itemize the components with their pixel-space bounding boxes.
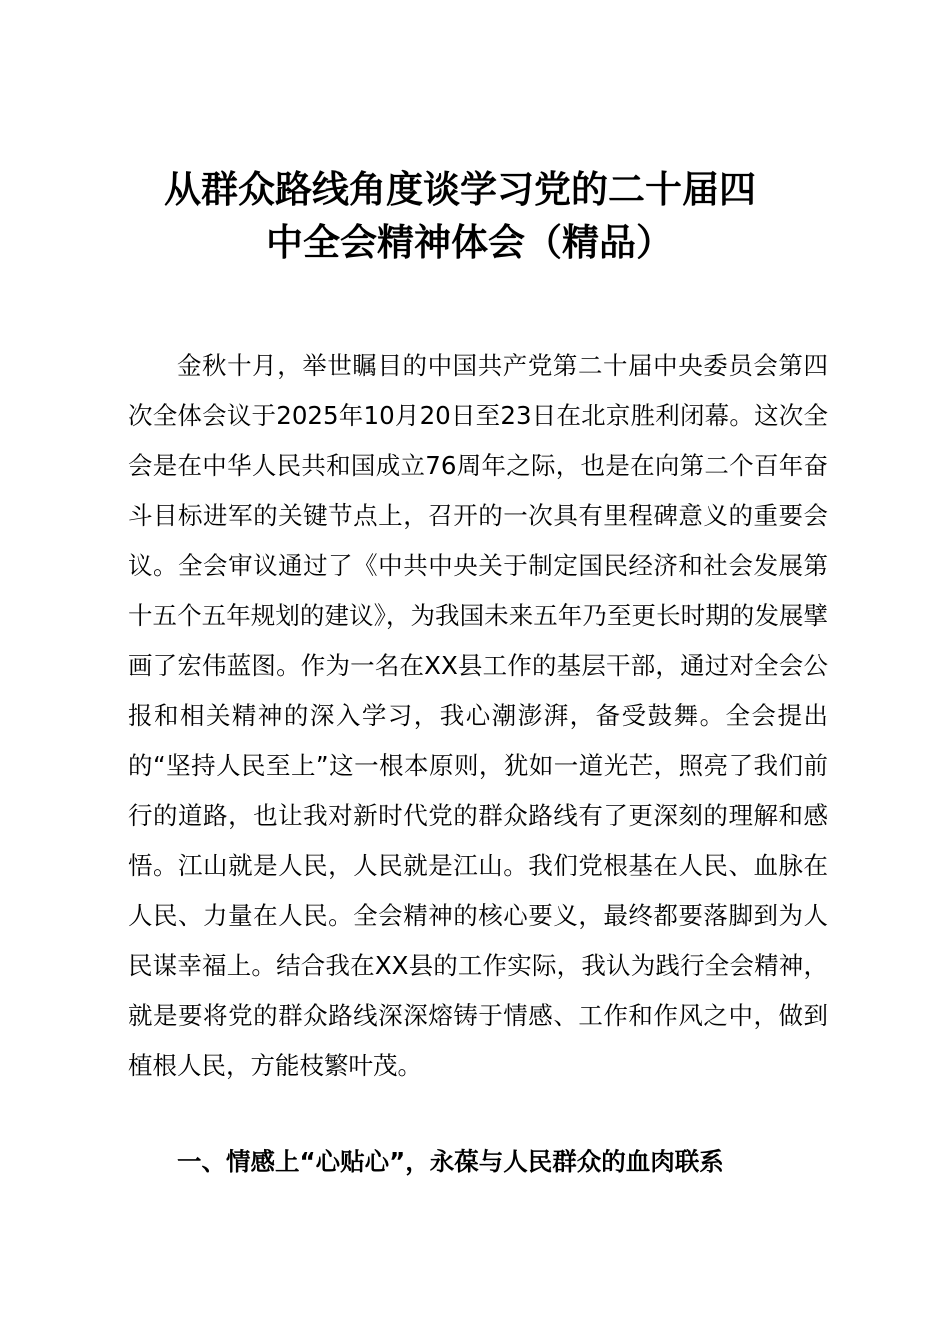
- section-heading-1: 一、情感上“心贴心”，永葆与人民群众的血肉联系: [177, 1147, 724, 1176]
- intro-paragraph: 金秋十月，举世瞩目的中国共产党第二十届中央委员会第四次全体会议于2025年10月20日至23日在北京胜利闭幕。这次全会是在中华人民共和国成立76周年之际，也是在向第二个百年奋斗目标进军的关键节点上，召开的一次具有里程碑意义的重要会议。全会审议通过了《中共中央关于制定国民经济和社会发展第十五个五年规划的建议》，为我国未来五年乃至更长时期的发展擘画了宏伟蓝图。作为一名在XX县工作的基层干部，通过对全会公报和相关精神的深入学习，我心潮澎湃，备受鼓舞。全会提出的“坚持人民至上”这一根本原则，犹如一道光芒，照亮了我们前行的道路，也让我对新时代党的群众路线有了更深刻的理解和感悟。江山就是人民，人民就是江山。我们党根基在人民、血脉在人民、力量在人民。全会精神的核心要义，最终都要落脚到为人民谋幸福上。结合我在XX县的工作实际，我认为践行全会精神，就是要将党的群众路线深深熔铸于情感、工作和作风之中，做到植根人民，方能枝繁叶茂。: [128, 351, 828, 1080]
- document-title: [120, 163, 870, 269]
- title-line-2: 中全会精神体会（精品）: [266, 221, 673, 264]
- title-line-1: 从群众路线角度谈学习党的二十届四: [164, 168, 756, 211]
